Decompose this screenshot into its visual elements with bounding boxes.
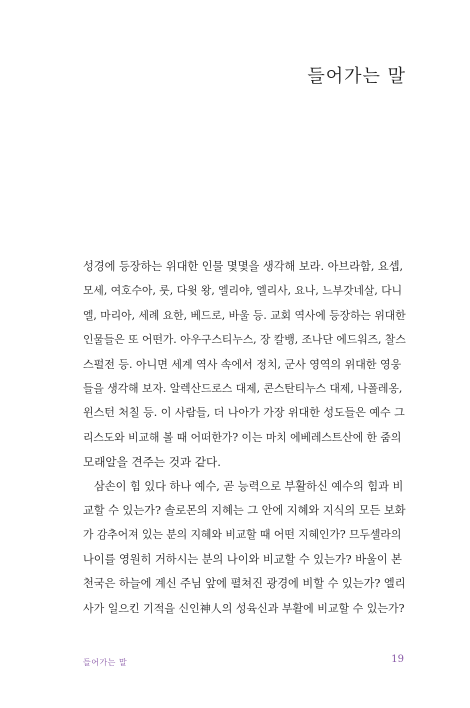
paragraph-2	[83, 475, 406, 621]
page-title: 들어가는 말	[307, 66, 406, 87]
text-line: 사가 일으킨 기적을 신인神人의 성육신과 부활에 비교할 수 있는가?	[83, 601, 405, 615]
text-line: 인물들은 또 어떤가. 아우구스티누스, 장 칼뱅, 조나단 에드워즈, 찰스	[83, 333, 406, 347]
text-line: 교할 수 있는가? 솔로몬의 지혜는 그 안에 지혜와 지식의 모든 보화	[83, 504, 406, 518]
text-line: 스펄전 등. 아니면 세계 역사 속에서 정치, 군사 영역의 위대한 영웅	[83, 357, 402, 371]
text-line: 들을 생각해 보자. 알렉산드로스 대제, 콘스탄티누스 대제, 나폴레옹,	[83, 382, 403, 396]
running-footer-title: 들어가는 말	[83, 658, 128, 667]
page-number: 19	[391, 654, 404, 665]
text-line: 가 감추어져 있는 분의 지혜와 비교할 때 어떤 지혜인가? 므두셀라의	[83, 528, 402, 542]
text-line: 나이를 영원히 거하시는 분의 나이와 비교할 수 있는가? 바울이 본	[83, 552, 402, 566]
text-line: 리스도와 비교해 볼 때 어떠한가? 이는 마치 에베레스트산에 한 줌의	[83, 430, 402, 444]
paragraph-1	[83, 255, 406, 475]
text-line: 성경에 등장하는 위대한 인물 몇몇을 생각해 보라. 아브라함, 요셉,	[83, 260, 404, 273]
body-text	[83, 255, 406, 621]
text-line: 모래알을 견주는 것과 같다.	[83, 455, 221, 470]
text-line: 모세, 여호수아, 룻, 다윗 왕, 엘리야, 엘리사, 요나, 느부갓네살, 다니	[83, 284, 403, 298]
text-line: 천국은 하늘에 계신 주님 앞에 펼쳐진 광경에 비할 수 있는가? 엘리	[83, 577, 406, 591]
text-line: 엘, 마리아, 세례 요한, 베드로, 바울 등. 교회 역사에 등장하는 위대한	[83, 308, 406, 322]
text-line: 윈스턴 처칠 등. 이 사람들, 더 나아가 가장 위대한 성도들은 예수 그	[83, 406, 405, 420]
text-line: 삼손이 힘 있다 하나 예수, 곧 능력으로 부활하신 예수의 힘과 비	[94, 479, 404, 493]
